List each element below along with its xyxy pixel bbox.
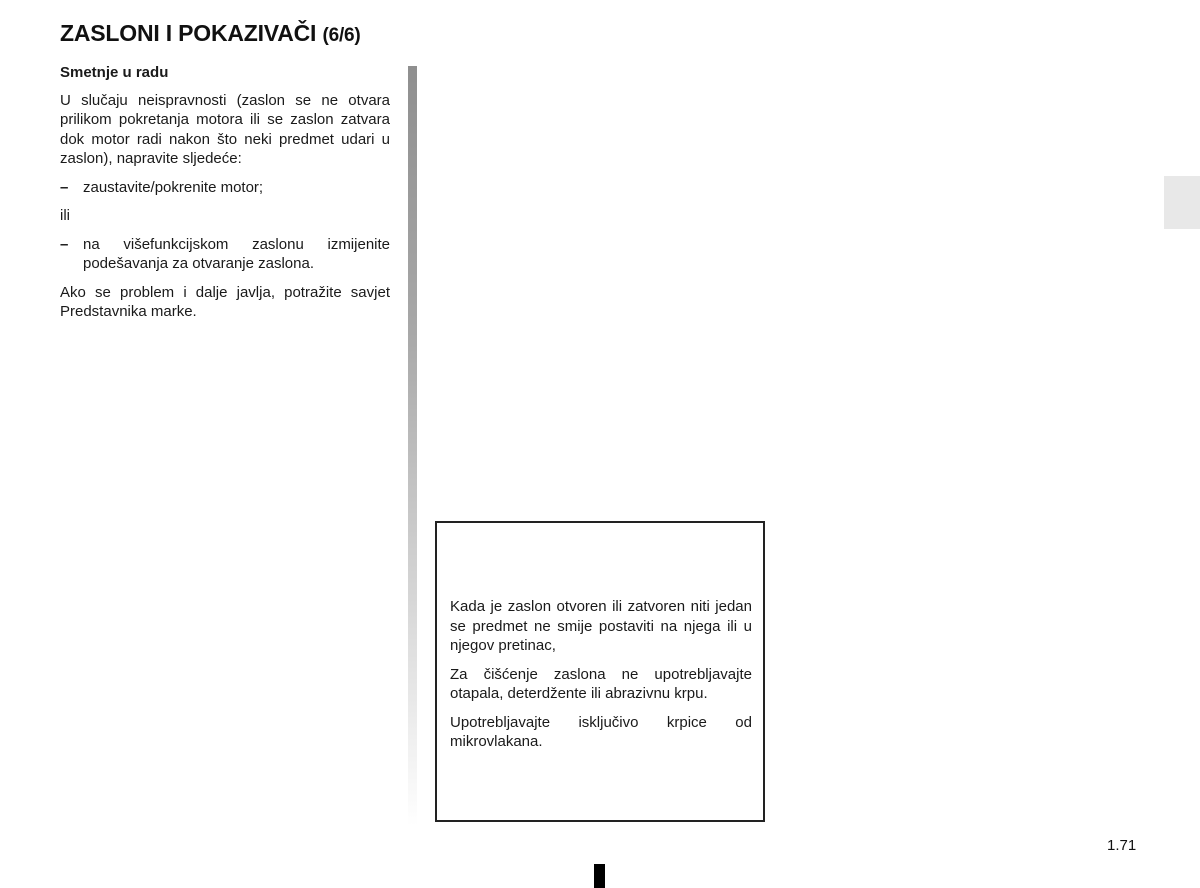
dash-bullet: – xyxy=(60,235,69,253)
warning-paragraph: Upotrebljavajte isključivo krpice od mikrovlakana. xyxy=(450,713,752,750)
page-title-main: ZASLONI I POKAZIVAČI xyxy=(60,20,317,46)
page-title-suffix: (6/6) xyxy=(322,25,361,46)
left-column xyxy=(60,63,390,331)
list-item-text: na višefunkcijskom zaslonu izmijenite podešavanja za otvaranje zaslona. xyxy=(83,235,390,272)
page-title xyxy=(60,20,361,47)
separator-text: ili xyxy=(60,207,70,224)
section-heading: Smetnje u radu xyxy=(60,64,169,81)
warning-content xyxy=(450,597,752,761)
closing-paragraph: Ako se problem i dalje javlja, potražite savjet Predstavnika marke. xyxy=(60,283,390,320)
bottom-marker xyxy=(594,864,605,888)
dash-bullet: – xyxy=(60,178,69,196)
intro-paragraph: U slučaju neispravnosti (zaslon se ne otvara prilikom pokretanja motora ili se zaslon zatvara dok motor radi nakon što neki predmet udari u zaslon), napravite sljedeće: xyxy=(60,91,390,167)
warning-box xyxy=(435,521,765,822)
chapter-tab xyxy=(1164,176,1200,229)
warning-paragraph: Za čišćenje zaslona ne upotrebljavajte otapala, deterdžente ili abrazivnu krpu. xyxy=(450,665,752,702)
column-divider xyxy=(408,66,417,826)
page-number: 1.71 xyxy=(1107,837,1137,854)
warning-paragraph: Kada je zaslon otvoren ili zatvoren niti jedan se predmet ne smije postaviti na njega ili u njegov pretinac, xyxy=(450,598,752,654)
list-item xyxy=(60,235,390,274)
list-item-text: zaustavite/pokrenite motor; xyxy=(83,178,264,196)
list-item xyxy=(60,178,390,198)
